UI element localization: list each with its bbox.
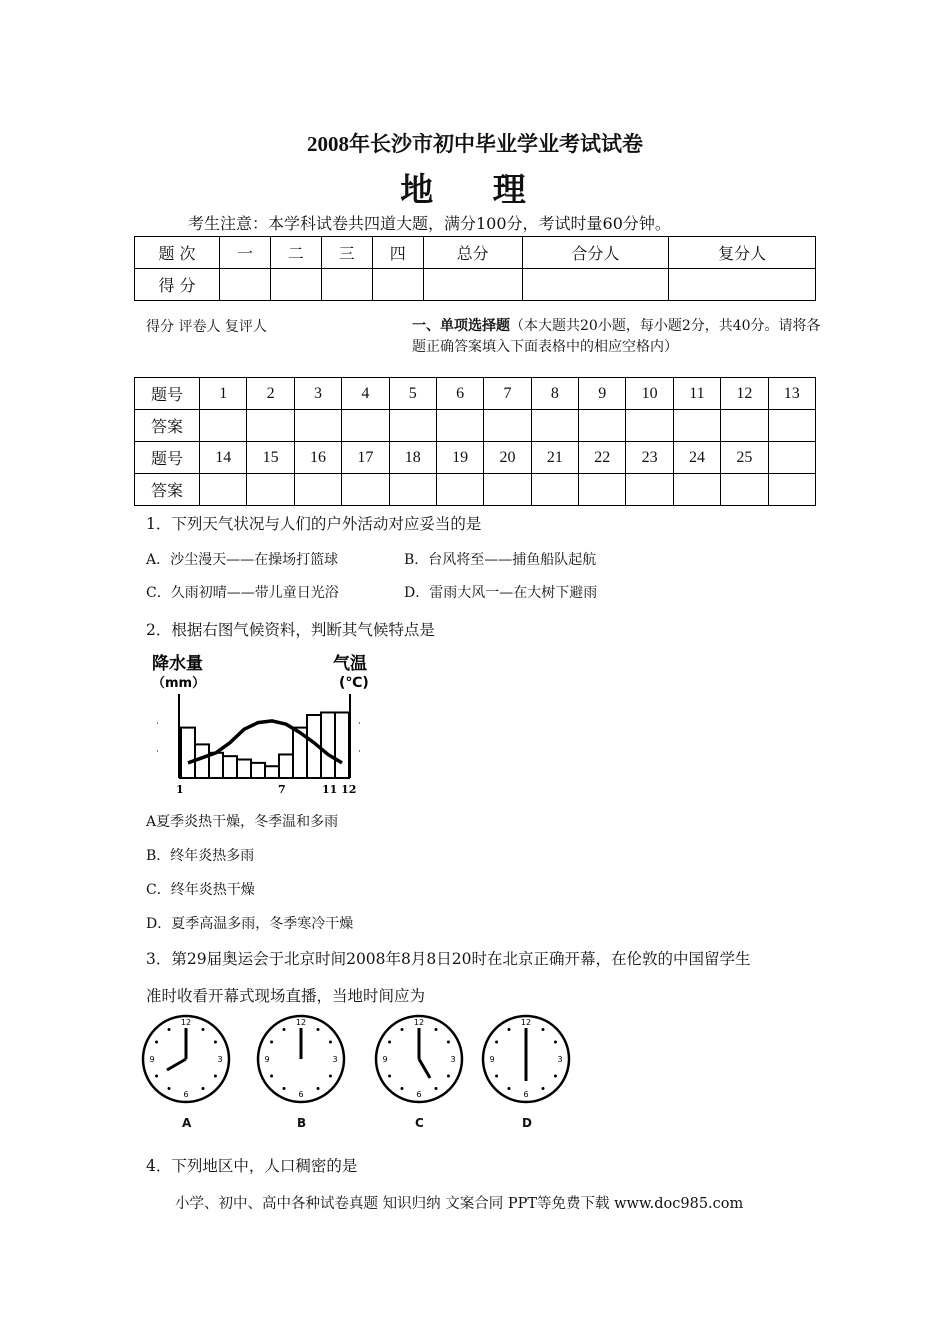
answer-cell[interactable] [673,474,720,506]
q1-option-a: A．沙尘漫天——在操场打篮球 [146,552,339,568]
score-table-score-row [135,269,816,301]
temperature-curve [188,721,342,763]
precip-bar [181,728,195,778]
section-one-desc: （本大题共20小题，每小题2分，共40分。请将各题正确答案填入下面表格中的相应空格内） [412,318,821,355]
answer-cell[interactable] [673,410,720,442]
answer-cell[interactable] [436,474,483,506]
right-tick: · [358,747,361,757]
right-tick: · [358,719,361,729]
exam-notice: 考生注意：本学科试卷共四道大题，满分100分，考试时量60分钟。 [188,214,671,233]
climate-chart [150,650,390,800]
answer-cell[interactable] [294,410,341,442]
clock-option-label: C [415,1116,424,1130]
svg-text:9: 9 [489,1055,495,1064]
question-number: 13 [768,378,816,410]
answer-cell[interactable] [531,474,578,506]
clock-icon [251,1009,351,1109]
question-number: 25 [721,442,768,474]
score-input-cell[interactable] [270,269,321,301]
answer-cell[interactable] [247,474,294,506]
month-tick-1: 1 [176,783,184,796]
answer-cell[interactable] [342,474,389,506]
score-cell: 一 [220,237,271,269]
svg-text:6: 6 [523,1090,529,1099]
q2-option-b: B．终年炎热多雨 [146,848,255,864]
answer-input-row [135,474,816,506]
svg-text:9: 9 [264,1055,270,1064]
question-number: 17 [342,442,389,474]
precip-bar [251,763,265,778]
clock-option-label: D [522,1116,532,1130]
question-number: 10 [626,378,673,410]
svg-text:6: 6 [416,1090,422,1099]
subject-title: 地 理 [400,170,550,209]
q3-stem-line1: 3．第29届奥运会于北京时间2008年8月8日20时在北京正确开幕，在伦敦的中国留学生 [146,950,751,968]
q1-option-b: B．台风将至——捕鱼船队起航 [404,552,597,568]
svg-text:3: 3 [332,1055,338,1064]
precip-axis-label: 降水量 [152,654,203,674]
precip-bar [237,760,251,778]
question-number: 8 [531,378,578,410]
question-number: 22 [579,442,626,474]
svg-text:9: 9 [382,1055,388,1064]
score-cell: 二 [270,237,321,269]
precip-bar [209,753,223,778]
exam-title: 2008年长沙市初中毕业学业考试试卷 [307,132,643,156]
answer-cell[interactable] [389,474,436,506]
climate-chart-svg [150,650,390,800]
question-number: 7 [484,378,531,410]
svg-text:12: 12 [413,1018,425,1027]
answer-number-row [135,378,816,410]
q3-stem-line2: 准时收看开幕式现场直播，当地时间应为 [146,987,426,1005]
answer-cell[interactable] [721,410,768,442]
section-one-title: 一、单项选择题 [412,318,510,334]
question-number: 1 [200,378,247,410]
answer-cell[interactable] [294,474,341,506]
question-number: 20 [484,442,531,474]
question-number: 4 [342,378,389,410]
left-tick: · [156,747,159,757]
score-cell: 总分 [423,237,522,269]
precip-bar [335,712,349,778]
answer-table [134,377,816,506]
answer-cell[interactable] [200,474,247,506]
answer-cell[interactable] [579,410,626,442]
clock-option-label: B [297,1116,307,1130]
svg-text:12: 12 [180,1018,192,1027]
q2-option-d: D．夏季高温多雨，冬季寒冷干燥 [146,916,354,932]
question-number: 24 [673,442,720,474]
answer-cell[interactable] [531,410,578,442]
temp-axis-label: 气温 [333,654,367,674]
svg-text:6: 6 [298,1090,304,1099]
score-input-cell[interactable] [669,269,816,301]
score-cell: 三 [321,237,372,269]
svg-text:6: 6 [183,1090,189,1099]
page-footer: 小学、初中、高中各种试卷真题 知识归纳 文案合同 PPT等免费下载 www.doc985.com [175,1196,744,1212]
question-number: 14 [200,442,247,474]
q2-option-a: A夏季炎热干燥，冬季温和多雨 [146,814,339,830]
score-input-cell[interactable] [220,269,271,301]
score-cell: 复分人 [669,237,816,269]
svg-text:12: 12 [295,1018,307,1027]
grader-labels: 得分 评卷人 复评人 [146,319,267,335]
q1-option-c: C．久雨初晴——带儿童日光浴 [146,585,339,601]
answer-cell[interactable] [626,474,673,506]
answer-cell[interactable] [579,474,626,506]
clock-icon [369,1009,469,1109]
question-number: 12 [721,378,768,410]
answer-cell[interactable] [484,410,531,442]
answer-cell[interactable] [721,474,768,506]
question-number: 23 [626,442,673,474]
score-cell: 得 分 [135,269,220,301]
clock-icon [476,1009,576,1109]
score-input-cell[interactable] [372,269,423,301]
precip-axis-unit: （mm） [152,676,206,691]
left-tick: · [156,719,159,729]
q4-stem: 4．下列地区中，人口稠密的是 [146,1157,358,1175]
clock-option-label: A [182,1116,192,1130]
answer-cell[interactable] [626,410,673,442]
score-input-cell[interactable] [321,269,372,301]
answer-cell[interactable] [342,410,389,442]
answer-cell[interactable] [200,410,247,442]
question-number: 9 [579,378,626,410]
svg-text:12: 12 [520,1018,532,1027]
clock-icon [136,1009,236,1109]
question-number: 16 [294,442,341,474]
precip-bar [265,766,279,778]
precip-bar [223,756,237,778]
answer-number-row [135,442,816,474]
q2-option-c: C．终年炎热干燥 [146,882,255,898]
answer-label: 答案 [135,474,200,506]
score-table [134,236,816,301]
score-table-header-row [135,237,816,269]
question-number: 11 [673,378,720,410]
answer-input-row [135,410,816,442]
answer-label: 题号 [135,442,200,474]
precip-bar [279,754,293,778]
answer-cell[interactable] [768,474,816,506]
score-input-cell[interactable] [522,269,669,301]
svg-text:3: 3 [217,1055,223,1064]
score-input-cell[interactable] [423,269,522,301]
question-number: 2 [247,378,294,410]
month-tick-11-12: 11 12 [322,783,357,796]
answer-cell[interactable] [484,474,531,506]
answer-cell[interactable] [389,410,436,442]
question-number: 15 [247,442,294,474]
question-number: 5 [389,378,436,410]
question-number: 21 [531,442,578,474]
temp-axis-unit: (℃) [339,675,369,691]
score-cell: 四 [372,237,423,269]
svg-text:3: 3 [557,1055,563,1064]
question-number: 6 [436,378,483,410]
section-one-heading [412,316,824,358]
score-cell: 合分人 [522,237,669,269]
question-number: 18 [389,442,436,474]
answer-cell[interactable] [436,410,483,442]
precip-bar [321,712,335,778]
answer-label: 题号 [135,378,200,410]
answer-cell[interactable] [247,410,294,442]
question-number: 19 [436,442,483,474]
month-tick-7: 7 [278,783,286,796]
question-number: 3 [294,378,341,410]
q2-stem: 2．根据右图气候资料，判断其气候特点是 [146,621,435,639]
q1-stem: 1．下列天气状况与人们的户外活动对应妥当的是 [146,515,482,533]
svg-text:3: 3 [450,1055,456,1064]
score-cell: 题 次 [135,237,220,269]
answer-cell[interactable] [768,410,816,442]
answer-label: 答案 [135,410,200,442]
question-number [768,442,816,474]
q1-option-d: D．雷雨大风一—在大树下避雨 [404,585,598,601]
svg-text:9: 9 [149,1055,155,1064]
